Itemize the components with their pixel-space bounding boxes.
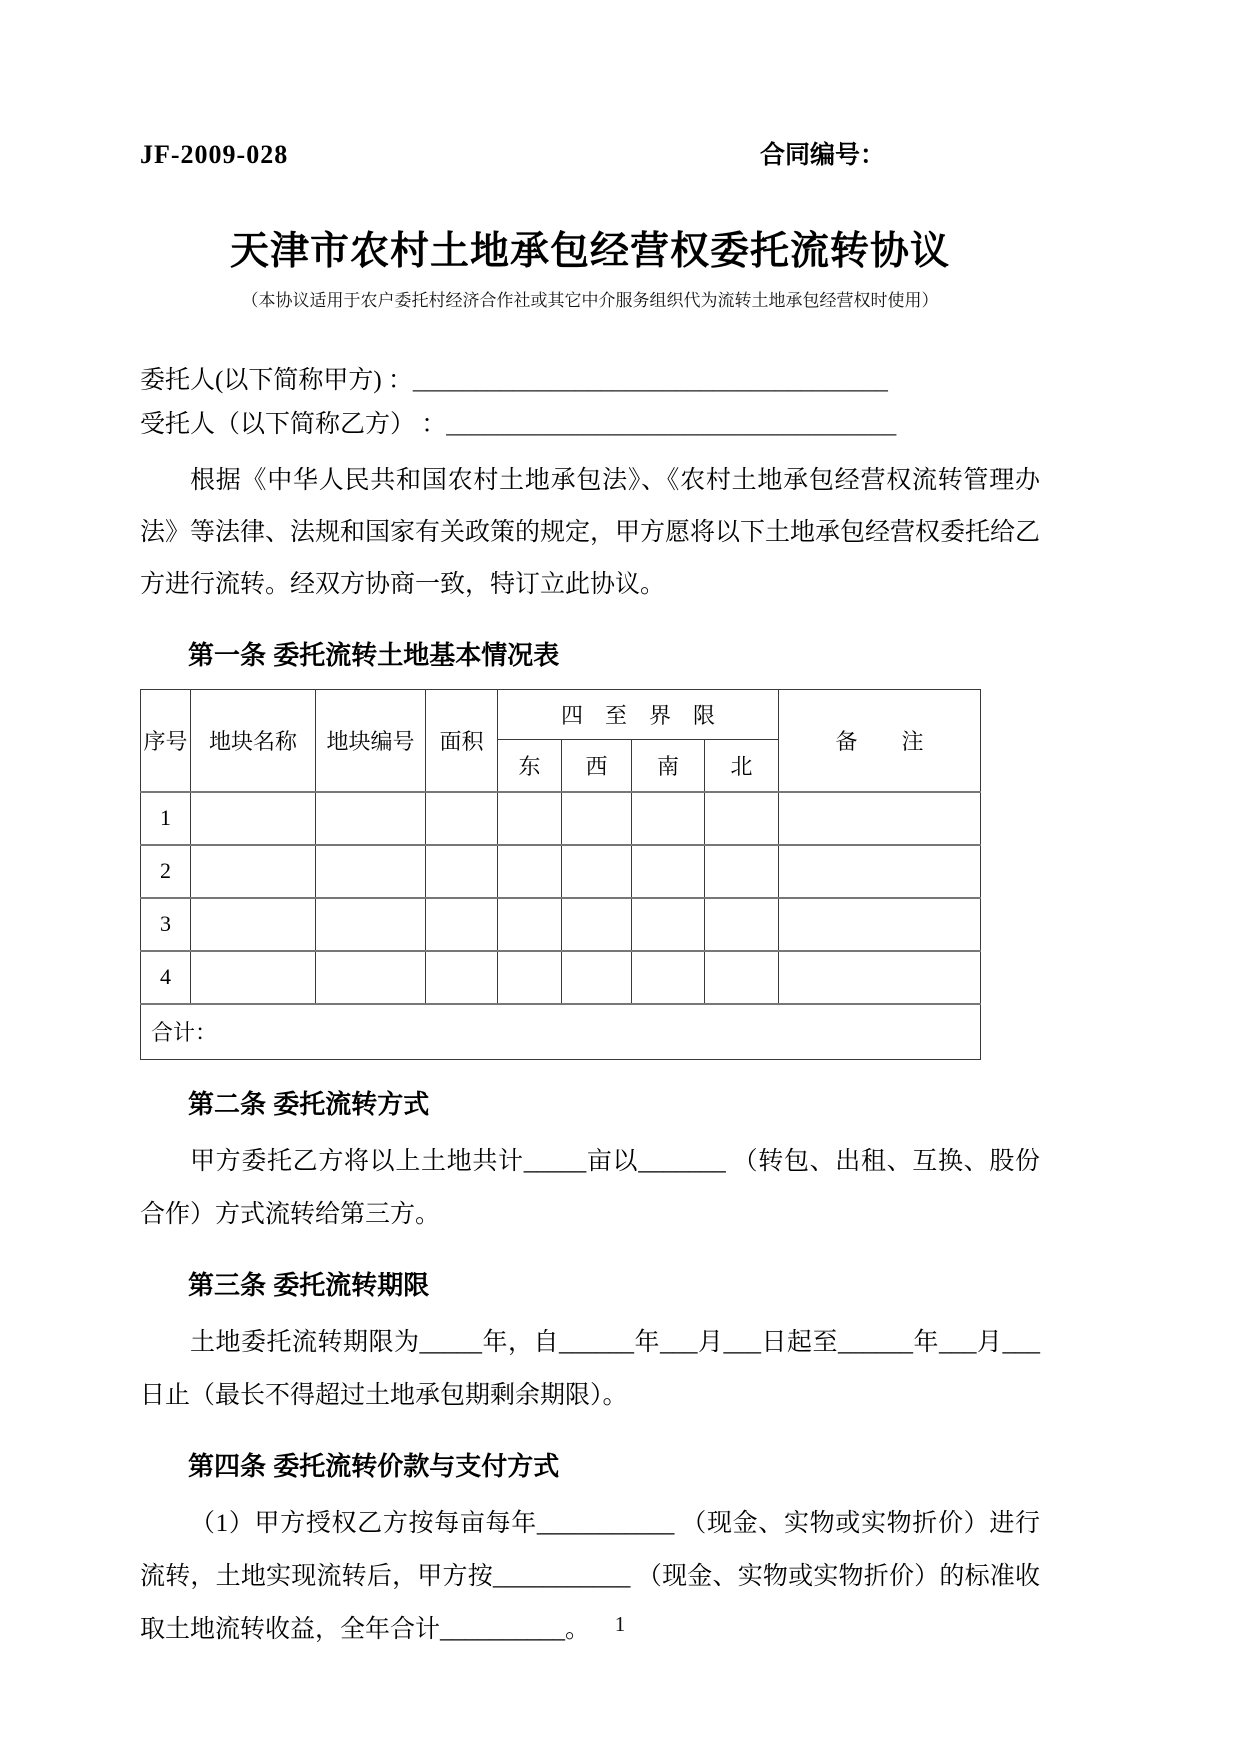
table-cell-empty (632, 951, 705, 1004)
row-number-cell: 2 (141, 845, 191, 898)
col-header-area: 面积 (426, 690, 498, 792)
table-cell-empty (562, 898, 632, 951)
table-cell-empty (779, 845, 981, 898)
table-cell-empty (316, 951, 426, 1004)
col-header-south: 南 (632, 740, 705, 792)
doc-code: JF-2009-028 (140, 140, 289, 169)
col-header-seq: 序号 (141, 690, 191, 792)
party-b-label: 受托人（以下简称乙方） ： (140, 411, 447, 438)
table-cell-empty (705, 951, 779, 1004)
table-cell-empty (498, 951, 562, 1004)
table-header-row-1 (141, 690, 981, 740)
table-row (141, 792, 981, 845)
table-cell-empty (426, 898, 498, 951)
table-row (141, 845, 981, 898)
table-cell-empty (632, 898, 705, 951)
section4-body: （1）甲方授权乙方按每亩每年___________ （现金、实物或实物折价）进行流转，土地实现流转后，甲方按___________ （现金、实物或实物折价）的标准收取土地流转收益，全年合计__________。 (140, 1510, 1040, 1643)
parties-block (140, 359, 1040, 447)
doc-subtitle: （本协议适用于农户委托村经济合作社或其它中介服务组织代为流转土地承包经营权时使用） (241, 291, 939, 310)
preamble-paragraph: 根据《中华人民共和国农村土地承包法》、《农村土地承包经营权流转管理办法》等法律、法规和国家有关政策的规定，甲方愿将以下土地承包经营权委托给乙方进行流转。经双方协商一致，特订立此协议。 (140, 467, 1041, 598)
table-row (141, 898, 981, 951)
table-cell-empty (316, 845, 426, 898)
row-number-cell: 1 (141, 792, 191, 845)
table-cell-empty (562, 845, 632, 898)
table-cell-empty (191, 951, 316, 1004)
section2-body: 甲方委托乙方将以上土地共计_____亩以_______ （转包、出租、互换、股份合作）方式流转给第三方。 (140, 1148, 1040, 1228)
party-a-line (140, 359, 1040, 403)
table-cell-empty (426, 792, 498, 845)
table-row (141, 951, 981, 1004)
table-cell-empty (779, 898, 981, 951)
table-cell-empty (779, 951, 981, 1004)
col-header-plot-code: 地块编号 (316, 690, 426, 792)
col-header-boundaries: 四 至 界 限 (498, 690, 779, 740)
table-cell-empty (779, 792, 981, 845)
col-header-east: 东 (498, 740, 562, 792)
col-header-remark: 备 注 (779, 690, 981, 792)
table-cell-empty (426, 951, 498, 1004)
doc-title: 天津市农村土地承包经营权委托流转协议 (229, 230, 950, 273)
page-number: 1 (614, 1612, 626, 1636)
party-a-label: 委托人(以下简称甲方) ： (140, 367, 413, 394)
table-cell-empty (705, 845, 779, 898)
section4-heading: 第四条 委托流转价款与支付方式 (188, 1451, 560, 1481)
table-cell-empty (191, 792, 316, 845)
row-number-cell: 3 (141, 898, 191, 951)
row-number-cell: 4 (141, 951, 191, 1004)
land-info-table (140, 689, 981, 1060)
table-cell-empty (316, 898, 426, 951)
col-header-west: 西 (562, 740, 632, 792)
table-cell-empty (705, 792, 779, 845)
table-cell-empty (316, 792, 426, 845)
table-cell-empty (498, 845, 562, 898)
table-cell-empty (191, 845, 316, 898)
table-cell-empty (498, 792, 562, 845)
section1-heading: 第一条 委托流转土地基本情况表 (188, 640, 560, 670)
col-header-plot-name: 地块名称 (191, 690, 316, 792)
total-label-cell: 合计： (141, 1004, 981, 1060)
table-cell-empty (705, 898, 779, 951)
table-cell-empty (498, 898, 562, 951)
table-cell-empty (562, 951, 632, 1004)
document-header (140, 140, 1040, 170)
party-b-line (140, 403, 1040, 447)
party-b-blank: ____________________________________ (446, 411, 897, 438)
table-cell-empty (426, 845, 498, 898)
section3-body: 土地委托流转期限为_____年，自______年___月___日起至______年___月___日止（最长不得超过土地承包期剩余期限）。 (140, 1329, 1040, 1409)
table-total-row (141, 1004, 981, 1060)
contract-number-label: 合同编号： (759, 141, 885, 169)
section3-heading: 第三条 委托流转期限 (188, 1270, 430, 1300)
col-header-north: 北 (705, 740, 779, 792)
table-cell-empty (632, 792, 705, 845)
table-cell-empty (191, 898, 316, 951)
table-cell-empty (632, 845, 705, 898)
table-cell-empty (562, 792, 632, 845)
section2-heading: 第二条 委托流转方式 (188, 1089, 430, 1119)
party-a-blank: ______________________________________ (412, 367, 888, 394)
